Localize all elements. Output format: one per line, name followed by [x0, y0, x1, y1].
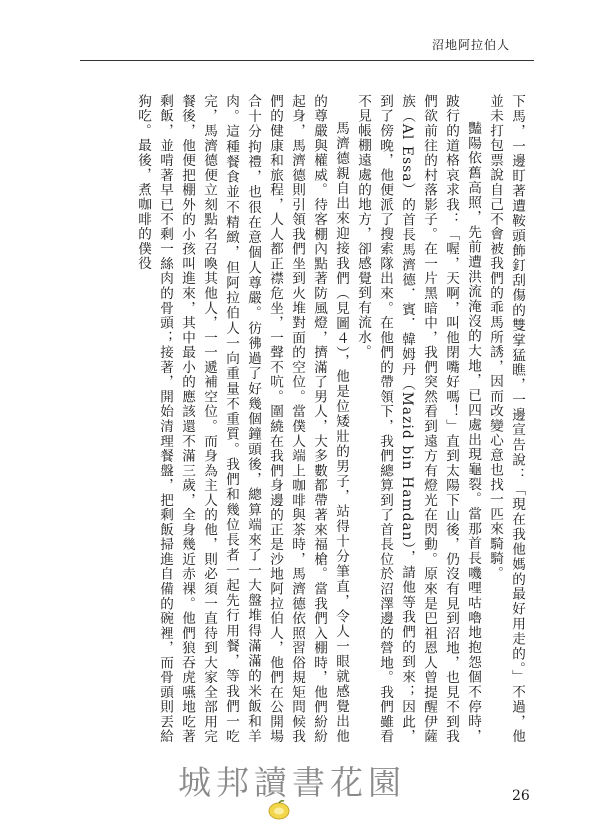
- paragraph-2: 豔陽依舊高照，先前遭洪流淹沒的大地，已四處出現龜裂。當那首長嘰哩咕嚕地抱怨個不停時，跛行的道格哀求我：「喔，天啊，叫他閉嘴好嗎！」直到太陽下山後，仍沒有見到沼地，也見不到我們欲前往的村落影子。在一片黑暗中，我們突然看到遠方有燈光在閃動。原來是巴祖恩人曾提醒伊薩族（Al Essa）的首長馬濟德．賓．韓姆丹（Mazid bin Hamdan），請他等我們的到來；因此，到了傍晚，他便派了搜索隊出來。在他們的帶領下，我們總算到了首長位於沼澤邊的營地。我們雖看不見帳棚遠處的地方，卻感覺到有流水。: [355, 94, 481, 744]
- paragraph-1: 下馬，一邊盯著遭鞍頭飾釘刮傷的雙掌猛瞧，一邊宣告說：「現在我他媽的最好用走的。」不過，他並未打包票說自己不會被我們的乖馬所誘，因而改變心意也找一匹來騎騎。: [487, 94, 525, 744]
- vertical-text-body: [100, 94, 528, 744]
- page-number: 26: [512, 788, 530, 804]
- paragraph-3: 馬濟德親自出來迎接我們（見圖４），他是位矮壯的男子，站得十分筆直，令人一眼就感覺出他的尊嚴與權威。待客棚內點著防風燈，擠滿了男人，大多數都帶著來福槍。當我們入棚時，他們紛紛起身，馬濟德則引領我們坐到火堆對面的空位。當僕人端上咖啡與茶時，馬濟德依照習俗規矩問候我們的健康和旅程，人人都正襟危坐，一聲不吭。圍繞在我們身邊的正是沙地阿拉伯人，他們在公開場合十分拘禮，也很在意個人尊嚴。彷彿過了好幾個鐘頭後，總算端來了一大盤堆得滿滿的米飯和羊肉。這種餐食並不精緻，但阿拉伯人一向重量不重質。我們和幾位長者一起先行用餐，等我們一吃完，馬濟德便立刻點名召喚其他人，一一遞補空位。而身為主人的他，則必須一直待到大家全部用完餐後，他便把棚外的小孩叫進來，其中最小的應該還不滿三歲，全身幾近赤裸。他們狼吞虎嚥地吃著剩飯，並啃著早已不剩一絲肉的骨頭；接著，開始清理餐盤，把剩飯掃進自備的碗裡，而骨頭則丟給狗吃。最後，煮咖啡的僕役: [135, 94, 349, 744]
- header-rule: [80, 60, 534, 61]
- running-header: 沼地阿拉伯人: [431, 38, 510, 52]
- watermark-text: 城邦讀書花園: [178, 763, 406, 802]
- lemon-logo-icon: [266, 797, 292, 823]
